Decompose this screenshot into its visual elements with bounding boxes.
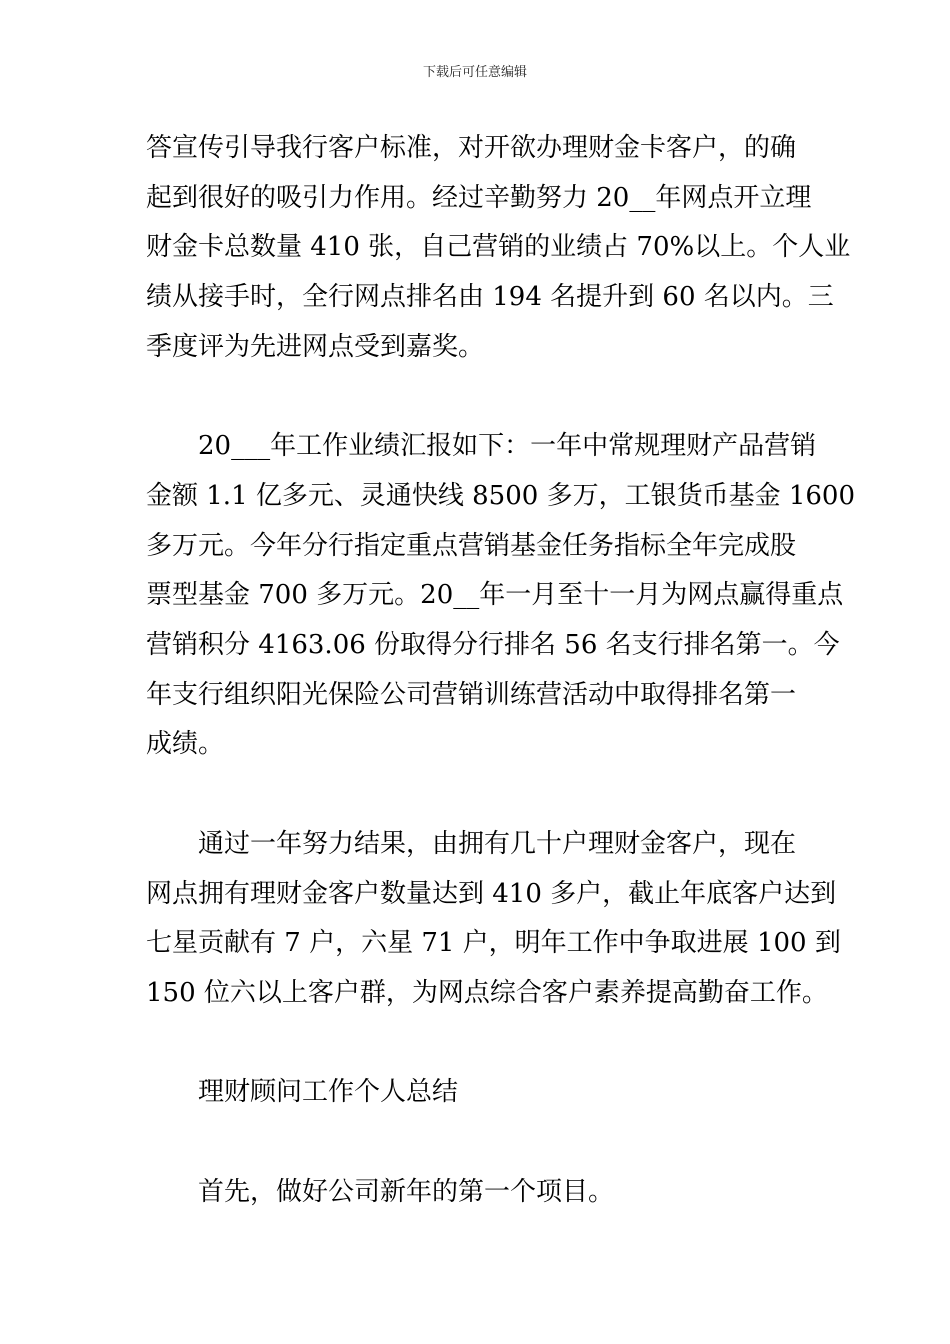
paragraph-customer-growth bbox=[146, 820, 841, 1019]
text-line: 票型基金 700 多万元。20__年一月至十一月为网点赢得重点 bbox=[146, 580, 844, 611]
closing-sentence: 首先，做好公司新年的第一个项目。 bbox=[198, 1176, 615, 1207]
text-line: 通过一年努力结果，由拥有几十户理财金客户，现在 bbox=[198, 828, 797, 859]
paragraph-gap bbox=[146, 373, 810, 423]
text-line: 起到很好的吸引力作用。经过辛勤努力 20__年网点开立理 bbox=[146, 182, 812, 213]
document-body bbox=[146, 124, 856, 1217]
text-line: 150 位六以上客户群，为网点综合客户素养提高勤奋工作。 bbox=[146, 977, 828, 1008]
text-line: 金额 1.1 亿多元、灵通快线 8500 多万，工银货币基金 1600 bbox=[146, 480, 856, 511]
paragraph-card-promotion bbox=[146, 124, 851, 373]
text-line: 财金卡总数量 410 张，自己营销的业绩占 70%以上。个人业 bbox=[146, 232, 851, 263]
text-line: 网点拥有理财金客户数量达到 410 多户，截止年底客户达到 bbox=[146, 878, 837, 909]
text-line: 成绩。 bbox=[146, 729, 225, 760]
text-line: 绩从接手时，全行网点排名由 194 名提升到 60 名以内。三 bbox=[146, 282, 834, 313]
text-line: 季度评为先进网点受到嘉奖。 bbox=[146, 331, 485, 362]
text-line: 答宣传引导我行客户标准，对开欲办理财金卡客户，的确 bbox=[146, 133, 797, 163]
paragraph-annual-performance bbox=[146, 422, 856, 770]
text-line: 多万元。今年分行指定重点营销基金任务指标全年完成股 bbox=[146, 530, 797, 561]
text-line: 年支行组织阳光保险公司营销训练营活动中取得排名第一 bbox=[146, 679, 797, 710]
text-line: 营销积分 4163.06 份取得分行排名 56 名支行排名第一。今 bbox=[146, 630, 840, 661]
paragraph-gap bbox=[146, 770, 810, 820]
paragraph-gap bbox=[146, 1019, 810, 1069]
paragraph-gap bbox=[146, 1118, 810, 1168]
text-line: 20___年工作业绩汇报如下：一年中常规理财产品营销 bbox=[198, 431, 817, 462]
page-header-note: 下载后可任意编辑 bbox=[422, 65, 527, 80]
section-title: 理财顾问工作个人总结 bbox=[198, 1077, 459, 1108]
text-line: 七星贡献有 7 户，六星 71 户，明年工作中争取进展 100 到 bbox=[146, 928, 841, 959]
